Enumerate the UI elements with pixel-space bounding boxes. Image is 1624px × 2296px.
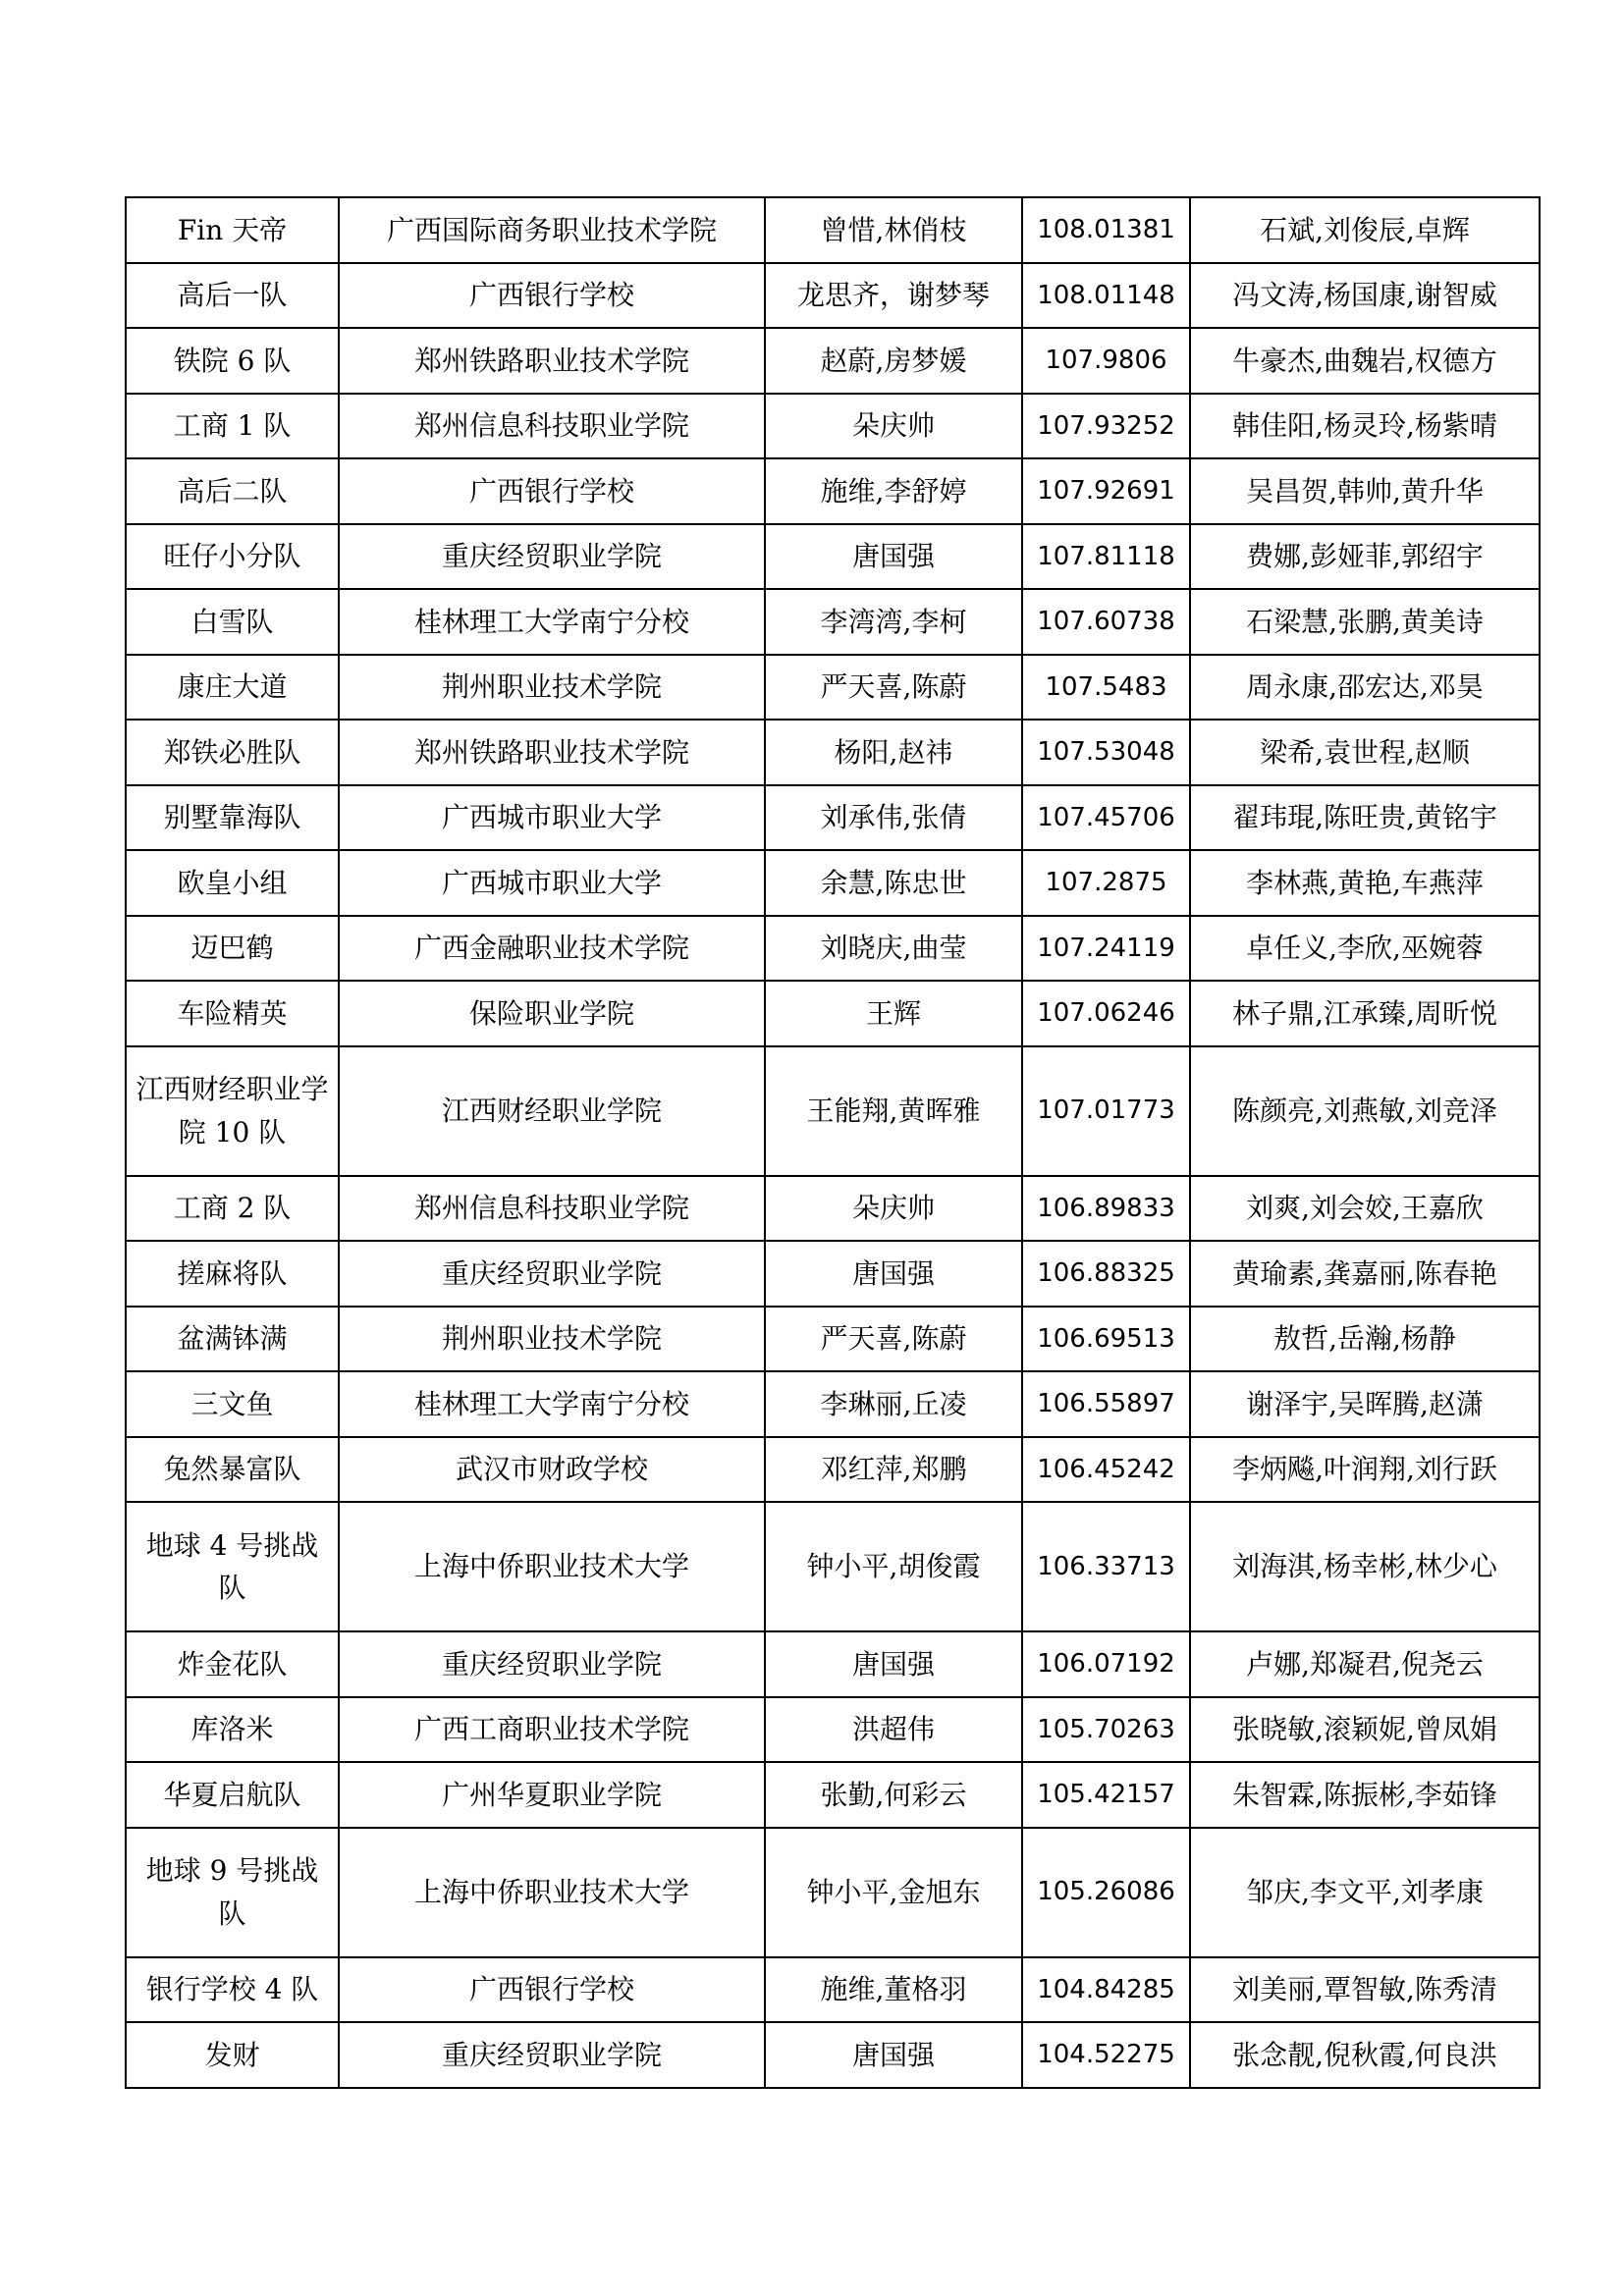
score-cell: 108.01381	[1022, 197, 1190, 263]
score-cell: 107.2875	[1022, 850, 1190, 916]
team-name-cell: 地球 9 号挑战队	[126, 1828, 339, 1957]
results-table	[125, 196, 1541, 2089]
members-cell: 刘海淇,杨幸彬,林少心	[1190, 1502, 1540, 1631]
score-cell: 107.9806	[1022, 328, 1190, 394]
table-row	[126, 1046, 1540, 1176]
advisor-cell: 唐国强	[765, 1631, 1022, 1697]
advisor-cell: 唐国强	[765, 1241, 1022, 1307]
members-cell: 张晓敏,滚颖妮,曾凤娟	[1190, 1697, 1540, 1763]
team-name-cell: 工商 2 队	[126, 1176, 339, 1242]
members-cell: 翟玮琨,陈旺贵,黄铭宇	[1190, 785, 1540, 851]
table-row	[126, 720, 1540, 785]
advisor-cell: 严天喜,陈蔚	[765, 655, 1022, 721]
table-row	[126, 263, 1540, 329]
advisor-cell: 李湾湾,李柯	[765, 589, 1022, 655]
team-name-cell: 迈巴鹤	[126, 916, 339, 982]
table-row	[126, 1371, 1540, 1437]
score-cell: 106.45242	[1022, 1437, 1190, 1503]
score-cell: 107.53048	[1022, 720, 1190, 785]
table-row	[126, 328, 1540, 394]
table-row	[126, 524, 1540, 590]
score-cell: 106.33713	[1022, 1502, 1190, 1631]
table-row	[126, 2022, 1540, 2088]
score-cell: 107.93252	[1022, 394, 1190, 459]
table-row	[126, 981, 1540, 1046]
members-cell: 李林燕,黄艳,车燕萍	[1190, 850, 1540, 916]
advisor-cell: 刘承伟,张倩	[765, 785, 1022, 851]
advisor-cell: 钟小平,胡俊霞	[765, 1502, 1022, 1631]
score-cell: 106.69513	[1022, 1307, 1190, 1372]
team-name-cell: 白雪队	[126, 589, 339, 655]
members-cell: 朱智霖,陈振彬,李茹锋	[1190, 1762, 1540, 1828]
advisor-cell: 钟小平,金旭东	[765, 1828, 1022, 1957]
team-name-cell: 高后一队	[126, 263, 339, 329]
score-cell: 105.26086	[1022, 1828, 1190, 1957]
members-cell: 刘爽,刘会姣,王嘉欣	[1190, 1176, 1540, 1242]
score-cell: 107.45706	[1022, 785, 1190, 851]
members-cell: 林子鼎,江承臻,周昕悦	[1190, 981, 1540, 1046]
table-row	[126, 1176, 1540, 1242]
members-cell: 陈颜亮,刘燕敏,刘竞泽	[1190, 1046, 1540, 1176]
score-cell: 107.06246	[1022, 981, 1190, 1046]
advisor-cell: 朵庆帅	[765, 394, 1022, 459]
table-row	[126, 1631, 1540, 1697]
school-cell: 重庆经贸职业学院	[339, 2022, 765, 2088]
team-name-cell: 康庄大道	[126, 655, 339, 721]
advisor-cell: 唐国强	[765, 524, 1022, 590]
school-cell: 桂林理工大学南宁分校	[339, 589, 765, 655]
team-name-cell: 库洛米	[126, 1697, 339, 1763]
advisor-cell: 曾惜,林俏枝	[765, 197, 1022, 263]
table-row	[126, 916, 1540, 982]
score-cell: 105.70263	[1022, 1697, 1190, 1763]
advisor-cell: 王能翔,黄晖雅	[765, 1046, 1022, 1176]
table-row	[126, 1697, 1540, 1763]
advisor-cell: 张勤,何彩云	[765, 1762, 1022, 1828]
team-name-cell: 江西财经职业学院 10 队	[126, 1046, 339, 1176]
school-cell: 重庆经贸职业学院	[339, 1241, 765, 1307]
school-cell: 上海中侨职业技术大学	[339, 1502, 765, 1631]
table-row	[126, 1762, 1540, 1828]
team-name-cell: 工商 1 队	[126, 394, 339, 459]
table-row	[126, 1437, 1540, 1503]
score-cell: 107.24119	[1022, 916, 1190, 982]
score-cell: 104.52275	[1022, 2022, 1190, 2088]
members-cell: 石斌,刘俊辰,卓辉	[1190, 197, 1540, 263]
school-cell: 广西金融职业技术学院	[339, 916, 765, 982]
table-row	[126, 197, 1540, 263]
team-name-cell: 盆满钵满	[126, 1307, 339, 1372]
score-cell: 104.84285	[1022, 1957, 1190, 2023]
school-cell: 广西银行学校	[339, 263, 765, 329]
advisor-cell: 李琳丽,丘凌	[765, 1371, 1022, 1437]
score-cell: 106.88325	[1022, 1241, 1190, 1307]
advisor-cell: 施维,董格羽	[765, 1957, 1022, 2023]
members-cell: 李炳飚,叶润翔,刘行跃	[1190, 1437, 1540, 1503]
school-cell: 广西银行学校	[339, 458, 765, 524]
table-row	[126, 589, 1540, 655]
members-cell: 牛豪杰,曲魏岩,权德方	[1190, 328, 1540, 394]
team-name-cell: 三文鱼	[126, 1371, 339, 1437]
advisor-cell: 龙思齐，谢梦琴	[765, 263, 1022, 329]
advisor-cell: 刘晓庆,曲莹	[765, 916, 1022, 982]
advisor-cell: 余慧,陈忠世	[765, 850, 1022, 916]
school-cell: 广西城市职业大学	[339, 850, 765, 916]
table-row	[126, 1307, 1540, 1372]
school-cell: 郑州铁路职业技术学院	[339, 720, 765, 785]
score-cell: 106.55897	[1022, 1371, 1190, 1437]
table-row	[126, 850, 1540, 916]
school-cell: 荆州职业技术学院	[339, 1307, 765, 1372]
table-row	[126, 1828, 1540, 1957]
school-cell: 广西国际商务职业技术学院	[339, 197, 765, 263]
score-cell: 106.07192	[1022, 1631, 1190, 1697]
score-cell: 106.89833	[1022, 1176, 1190, 1242]
school-cell: 广西城市职业大学	[339, 785, 765, 851]
team-name-cell: 兔然暴富队	[126, 1437, 339, 1503]
table-row	[126, 1957, 1540, 2023]
school-cell: 郑州铁路职业技术学院	[339, 328, 765, 394]
members-cell: 谢泽宇,吴晖腾,赵潇	[1190, 1371, 1540, 1437]
score-cell: 105.42157	[1022, 1762, 1190, 1828]
team-name-cell: 华夏启航队	[126, 1762, 339, 1828]
school-cell: 江西财经职业学院	[339, 1046, 765, 1176]
members-cell: 刘美丽,覃智敏,陈秀清	[1190, 1957, 1540, 2023]
table-row	[126, 394, 1540, 459]
team-name-cell: 地球 4 号挑战队	[126, 1502, 339, 1631]
members-cell: 冯文涛,杨国康,谢智威	[1190, 263, 1540, 329]
score-cell: 107.01773	[1022, 1046, 1190, 1176]
team-name-cell: 车险精英	[126, 981, 339, 1046]
team-name-cell: 炸金花队	[126, 1631, 339, 1697]
school-cell: 武汉市财政学校	[339, 1437, 765, 1503]
school-cell: 荆州职业技术学院	[339, 655, 765, 721]
school-cell: 保险职业学院	[339, 981, 765, 1046]
table-row	[126, 1502, 1540, 1631]
team-name-cell: 铁院 6 队	[126, 328, 339, 394]
team-name-cell: 搓麻将队	[126, 1241, 339, 1307]
team-name-cell: 郑铁必胜队	[126, 720, 339, 785]
team-name-cell: 别墅靠海队	[126, 785, 339, 851]
members-cell: 韩佳阳,杨灵玲,杨紫晴	[1190, 394, 1540, 459]
members-cell: 卢娜,郑凝君,倪尧云	[1190, 1631, 1540, 1697]
table-row	[126, 1241, 1540, 1307]
members-cell: 黄瑜素,龚嘉丽,陈春艳	[1190, 1241, 1540, 1307]
school-cell: 广西银行学校	[339, 1957, 765, 2023]
advisor-cell: 严天喜,陈蔚	[765, 1307, 1022, 1372]
score-cell: 108.01148	[1022, 263, 1190, 329]
table-row	[126, 458, 1540, 524]
school-cell: 广西工商职业技术学院	[339, 1697, 765, 1763]
team-name-cell: 旺仔小分队	[126, 524, 339, 590]
table-row	[126, 655, 1540, 721]
members-cell: 邹庆,李文平,刘孝康	[1190, 1828, 1540, 1957]
advisor-cell: 唐国强	[765, 2022, 1022, 2088]
members-cell: 张念靓,倪秋霞,何良洪	[1190, 2022, 1540, 2088]
team-name-cell: 银行学校 4 队	[126, 1957, 339, 2023]
school-cell: 重庆经贸职业学院	[339, 524, 765, 590]
advisor-cell: 朵庆帅	[765, 1176, 1022, 1242]
team-name-cell: Fin 天帝	[126, 197, 339, 263]
team-name-cell: 发财	[126, 2022, 339, 2088]
members-cell: 石梁慧,张鹏,黄美诗	[1190, 589, 1540, 655]
results-table-body	[126, 197, 1540, 2088]
members-cell: 梁希,袁世程,赵顺	[1190, 720, 1540, 785]
team-name-cell: 高后二队	[126, 458, 339, 524]
members-cell: 卓任义,李欣,巫婉蓉	[1190, 916, 1540, 982]
school-cell: 重庆经贸职业学院	[339, 1631, 765, 1697]
score-cell: 107.92691	[1022, 458, 1190, 524]
advisor-cell: 洪超伟	[765, 1697, 1022, 1763]
advisor-cell: 王辉	[765, 981, 1022, 1046]
members-cell: 吴昌贺,韩帅,黄升华	[1190, 458, 1540, 524]
advisor-cell: 邓红萍,郑鹏	[765, 1437, 1022, 1503]
school-cell: 郑州信息科技职业学院	[339, 394, 765, 459]
score-cell: 107.81118	[1022, 524, 1190, 590]
advisor-cell: 赵蔚,房梦媛	[765, 328, 1022, 394]
table-row	[126, 785, 1540, 851]
members-cell: 敖哲,岳瀚,杨静	[1190, 1307, 1540, 1372]
school-cell: 郑州信息科技职业学院	[339, 1176, 765, 1242]
advisor-cell: 施维,李舒婷	[765, 458, 1022, 524]
score-cell: 107.5483	[1022, 655, 1190, 721]
members-cell: 周永康,邵宏达,邓昊	[1190, 655, 1540, 721]
school-cell: 桂林理工大学南宁分校	[339, 1371, 765, 1437]
team-name-cell: 欧皇小组	[126, 850, 339, 916]
advisor-cell: 杨阳,赵祎	[765, 720, 1022, 785]
school-cell: 广州华夏职业学院	[339, 1762, 765, 1828]
school-cell: 上海中侨职业技术大学	[339, 1828, 765, 1957]
members-cell: 费娜,彭娅菲,郭绍宇	[1190, 524, 1540, 590]
score-cell: 107.60738	[1022, 589, 1190, 655]
